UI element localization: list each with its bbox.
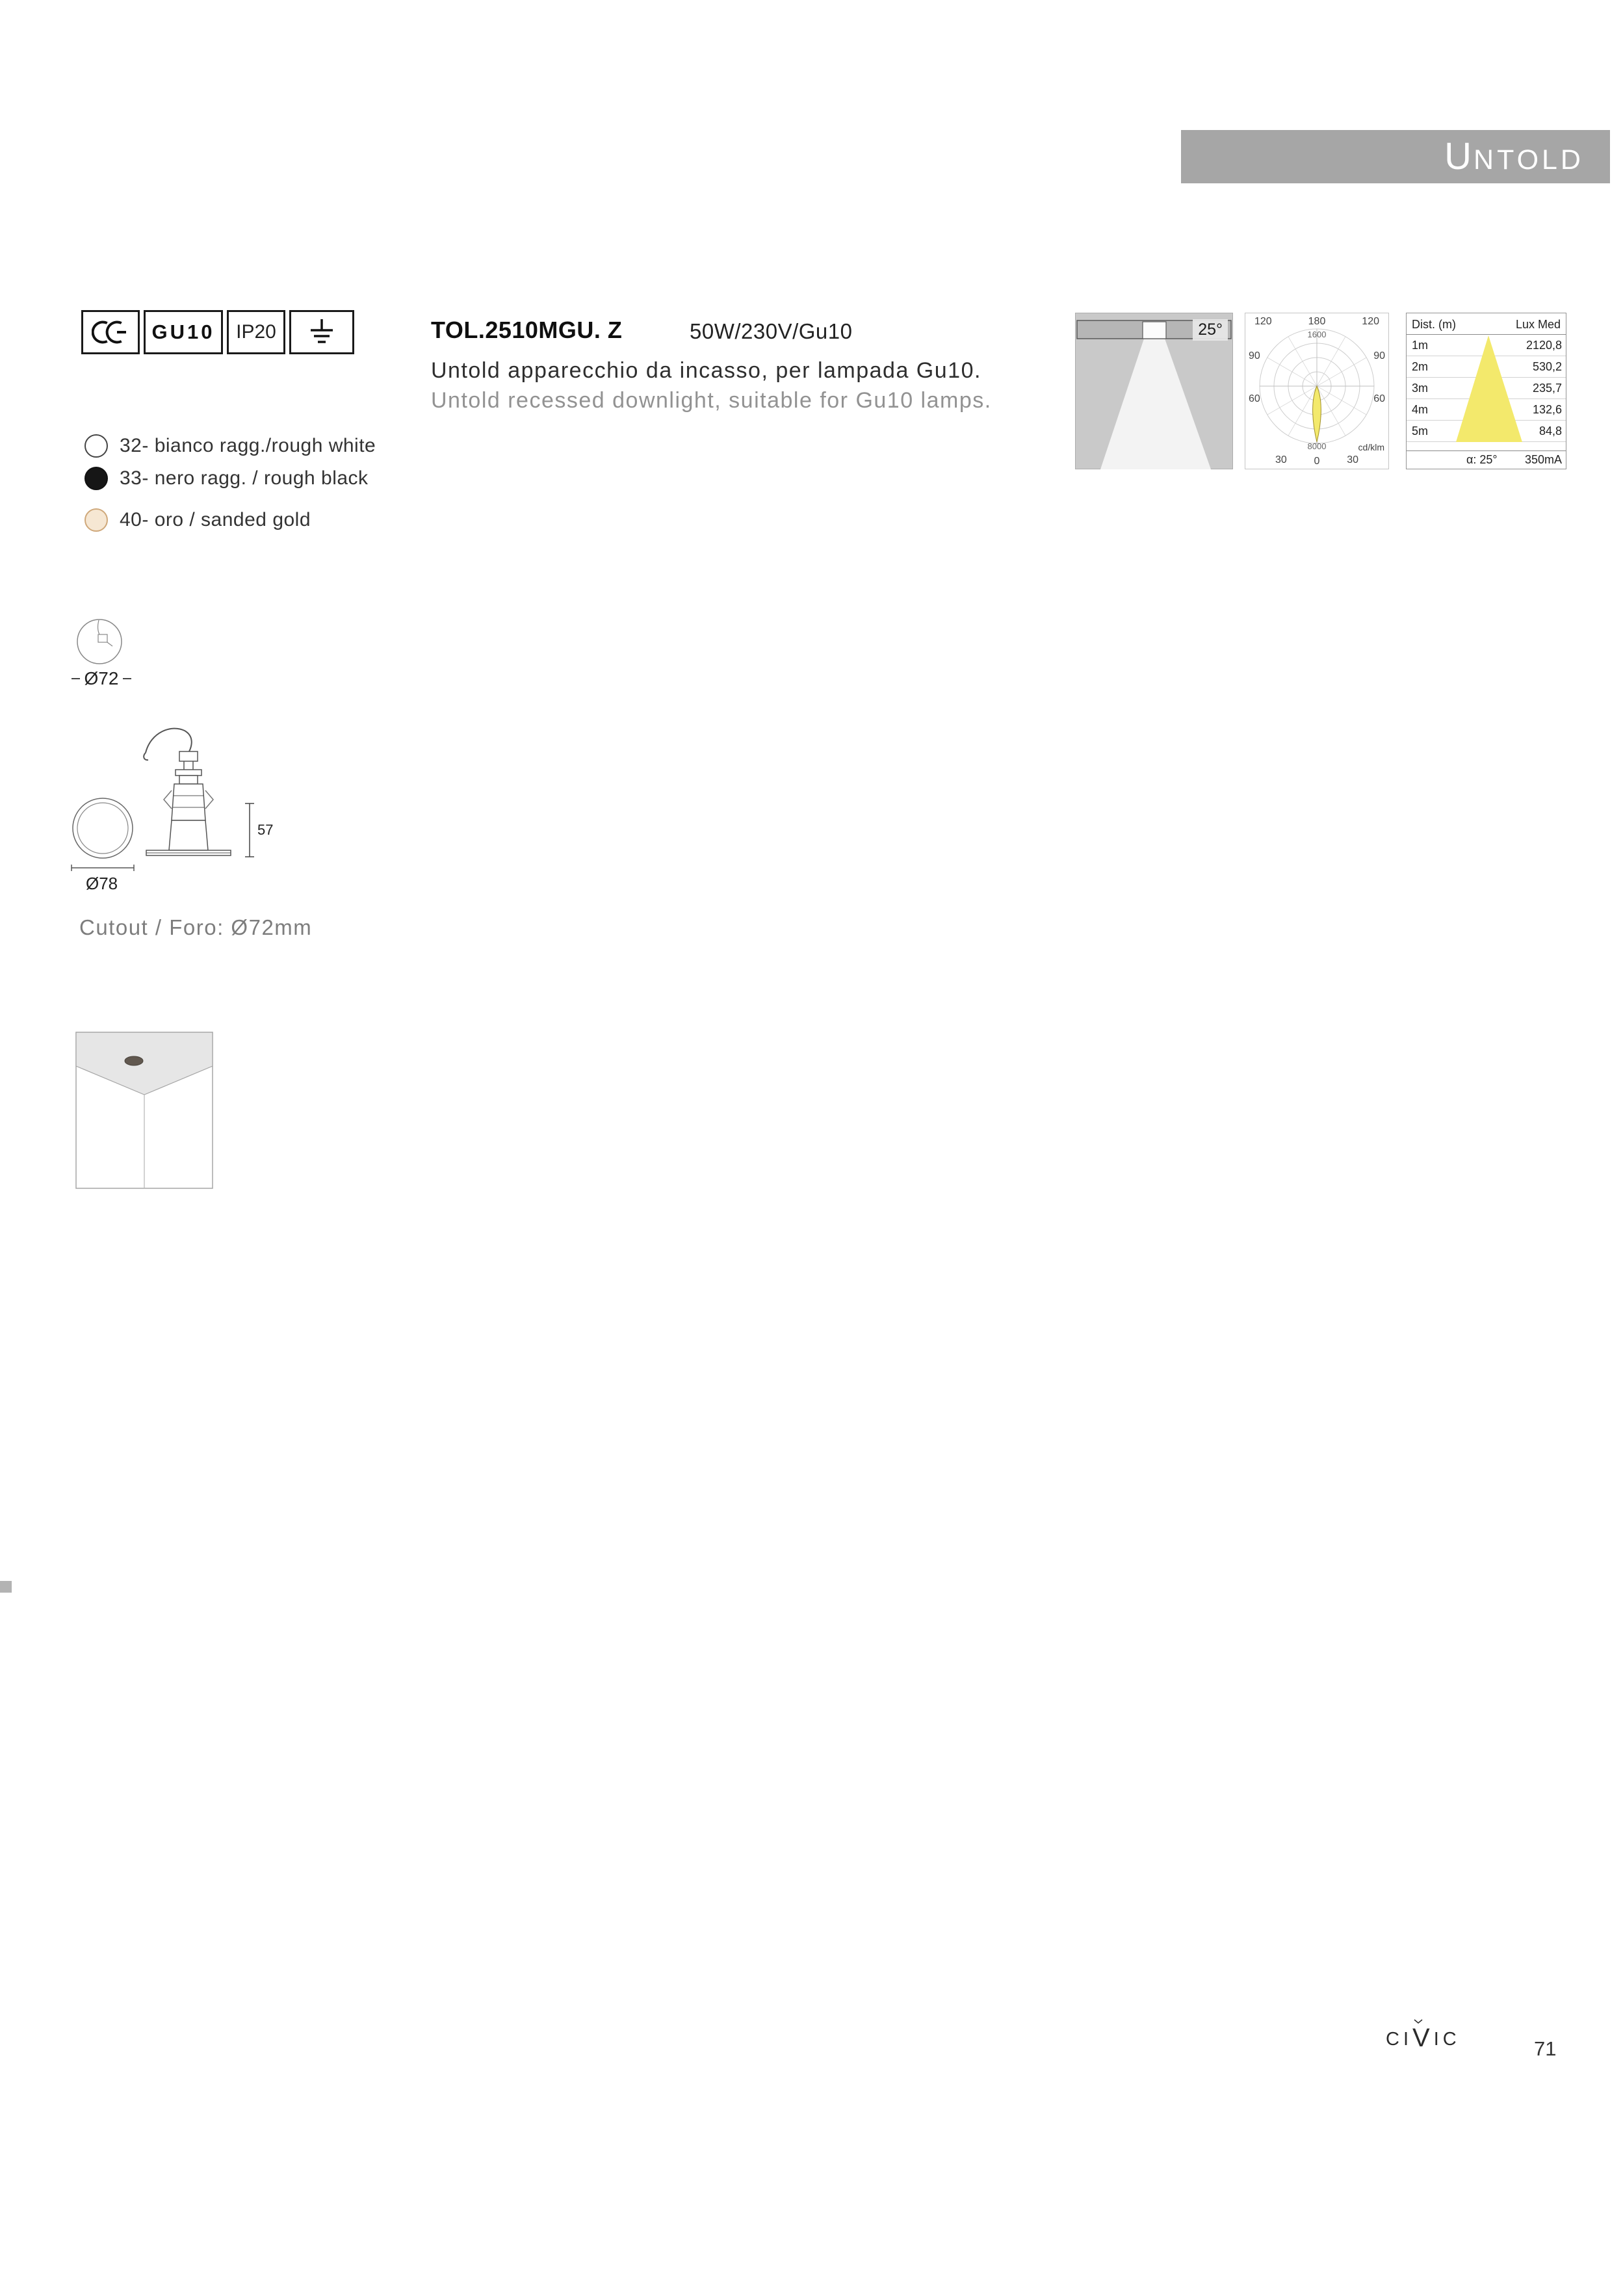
polar-photometric-diagram xyxy=(1245,313,1389,469)
polar-scale-8000: 8000 xyxy=(1307,441,1327,451)
earth-ground-icon xyxy=(307,317,337,348)
lux-beam-cone xyxy=(1407,313,1566,469)
polar-angle-90-right: 90 xyxy=(1373,350,1385,361)
beam-angle-value: 25° xyxy=(1193,319,1228,341)
ceiling-installation-drawing xyxy=(75,1026,213,1190)
dimension-tick-right xyxy=(123,678,131,679)
polar-beam-lobe xyxy=(1313,386,1321,442)
page-section-tab xyxy=(0,1581,12,1593)
page-number: 71 xyxy=(1534,2037,1557,2060)
series-header-bar xyxy=(1181,130,1610,183)
lux-value: 84,8 xyxy=(1539,424,1562,437)
polar-angle-60-left: 60 xyxy=(1249,393,1260,404)
brand-letter-v: V xyxy=(1412,2024,1434,2052)
product-code: TOL.2510MGU. Z xyxy=(431,317,623,343)
cutout-diameter-dimension xyxy=(61,668,142,689)
front-diameter-value: Ø78 xyxy=(86,874,118,893)
finish-label-white: 32- bianco ragg./rough white xyxy=(120,435,376,456)
finish-swatch-gold xyxy=(84,508,108,532)
ce-mark-badge xyxy=(81,310,140,354)
recessed-light-spot xyxy=(125,1056,143,1065)
lamp-type-badge xyxy=(144,310,223,354)
lux-distance: 5m xyxy=(1412,424,1429,437)
polar-angle-30-left: 30 xyxy=(1275,454,1287,465)
lux-value: 2120,8 xyxy=(1526,338,1562,352)
lux-distance: 1m xyxy=(1412,338,1429,352)
front-diameter-dimension-line xyxy=(70,863,135,872)
finish-label-black: 33- nero ragg. / rough black xyxy=(120,467,369,489)
polar-angle-180: 180 xyxy=(1308,316,1326,327)
top-view-drawing xyxy=(73,615,126,668)
dimension-tick-left xyxy=(71,678,80,679)
lux-distance: 2m xyxy=(1412,359,1429,373)
ip-rating-label: IP20 xyxy=(236,321,276,343)
front-view-drawing xyxy=(69,794,136,862)
finish-swatch-white xyxy=(84,434,108,458)
lamp-type-label: GU10 xyxy=(151,320,215,343)
polar-angle-30-right: 30 xyxy=(1347,454,1358,465)
series-title-rest: NTOLD xyxy=(1474,144,1584,176)
brand-logo xyxy=(1386,2024,1461,2052)
polar-angle-0: 0 xyxy=(1314,456,1320,467)
cutout-diameter-value: Ø72 xyxy=(84,668,119,688)
product-description-english: Untold recessed downlight, suitable for Gu10 lamps. xyxy=(431,388,992,413)
brand-letters-right: IC xyxy=(1433,2029,1461,2050)
polar-angle-90-left: 90 xyxy=(1249,350,1260,361)
cutout-note: Cutout / Foro: Ø72mm xyxy=(79,915,313,939)
polar-angle-120-right: 120 xyxy=(1362,316,1379,327)
lux-table xyxy=(1406,313,1566,469)
finish-swatch-black xyxy=(84,467,108,490)
finish-option-white xyxy=(84,434,376,458)
lux-beam-angle: α: 25° xyxy=(1466,453,1498,466)
polar-angle-60-right: 60 xyxy=(1373,393,1385,404)
earth-ground-badge xyxy=(289,310,354,354)
beam-angle-diagram xyxy=(1075,313,1233,469)
polar-scale-1600: 1600 xyxy=(1307,330,1327,339)
lux-value: 132,6 xyxy=(1532,402,1562,416)
lux-table-footer xyxy=(1407,450,1566,469)
finish-label-gold: 40- oro / sanded gold xyxy=(120,509,311,530)
lux-value: 530,2 xyxy=(1532,359,1562,373)
ce-mark-icon xyxy=(92,319,129,346)
cross-section-drawing xyxy=(138,723,284,874)
product-electrical-spec: 50W/230V/Gu10 xyxy=(690,319,853,343)
lux-col-value: Lux Med xyxy=(1515,317,1561,331)
brand-caron-icon xyxy=(1413,2019,1423,2024)
series-title-initial: U xyxy=(1444,135,1474,177)
finish-option-gold xyxy=(84,508,311,532)
lux-distance: 4m xyxy=(1412,402,1429,416)
brand-letters-left: CI xyxy=(1386,2029,1412,2050)
ip-rating-badge xyxy=(227,310,285,354)
product-description-italian: Untold apparecchio da incasso, per lampada Gu10. xyxy=(431,358,981,383)
lux-drive-current: 350mA xyxy=(1524,453,1562,466)
recess-depth-value: 57 xyxy=(257,822,274,838)
polar-unit-label: cd/klm xyxy=(1358,442,1384,452)
lux-value: 235,7 xyxy=(1532,381,1562,395)
lux-col-distance: Dist. (m) xyxy=(1412,317,1456,331)
polar-angle-120-left: 120 xyxy=(1254,316,1272,327)
lux-distance: 3m xyxy=(1412,381,1429,395)
finish-option-black xyxy=(84,467,369,490)
